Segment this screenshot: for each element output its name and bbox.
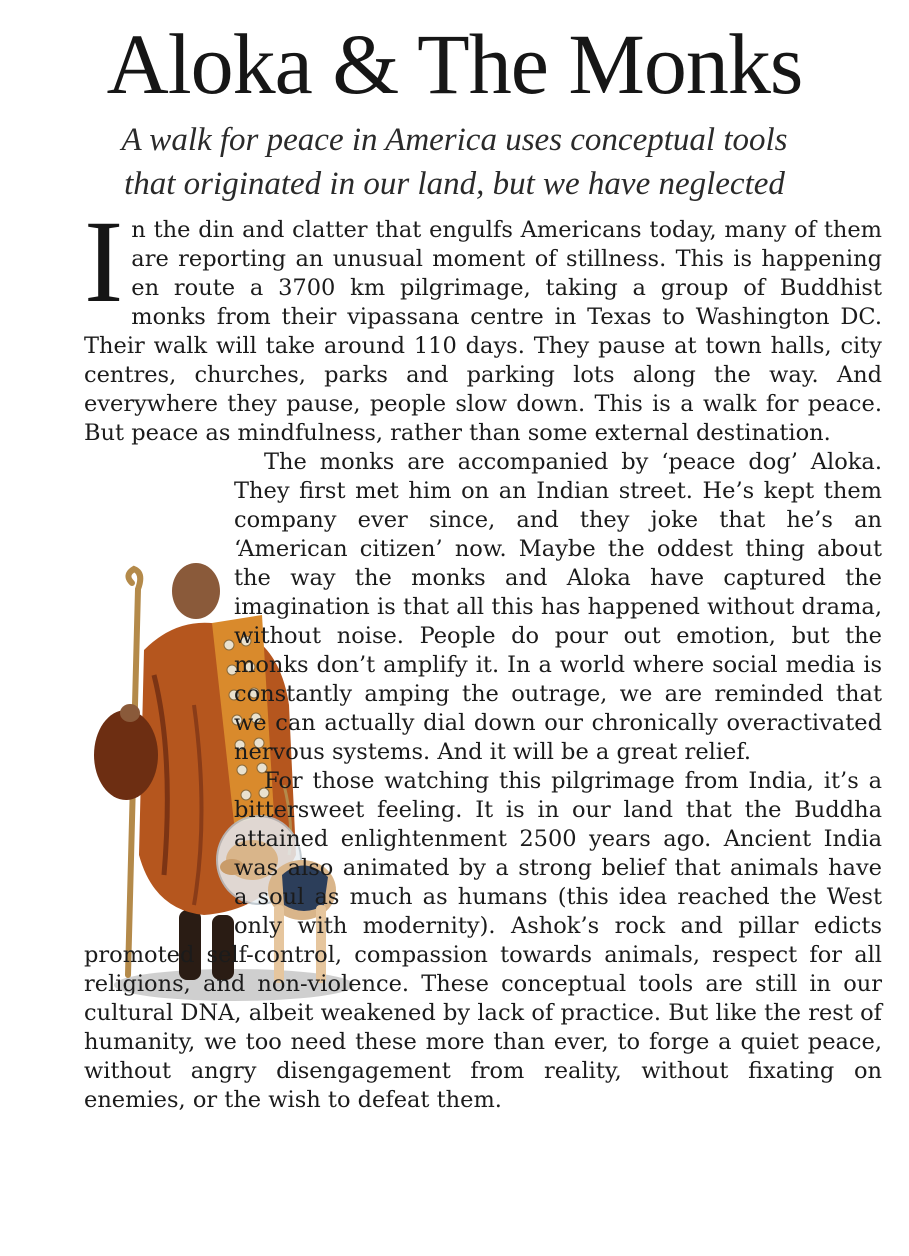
standfirst: [0, 118, 909, 206]
paragraph-1-text: n the din and clatter that engulfs Americans today, many of them are reporting an unusual moment of stillness. This is happening en route a 3700 km pilgrimage, taking a group of Buddhist monks from their vipassana centre in Texas to Washington DC. Their walk will take around 110 days. They pause at town halls, city centres, churches, parks and parking lots along the way. And everywhere they pause, people slow down. This is a walk for peace. But peace as mindfulness, rather than some external destination.: [84, 217, 882, 446]
drop-cap: I: [84, 196, 124, 327]
headline: Aloka & The Monks: [106, 16, 803, 112]
standfirst-line-1: A walk for peace in America uses conceptual tools: [121, 122, 788, 158]
paragraph-2: The monks are accompanied by ‘peace dog’ Aloka. They first met him on an Indian street. He’s kept them company ever since, and they joke that he’s an ‘American citizen’ now. Maybe the oddest thing about the way the monks and Aloka have captured the imagination is that all this has happened without drama, without noise. People do pour out emotion, but the monks don’t amplify it. In a world where social media is constantly amping the outrage, we are reminded that we can actually dial down our chronically overactivated nervous systems. And it will be a great relief.: [234, 449, 882, 765]
standfirst-line-2: that originated in our land, but we have neglected: [124, 166, 785, 202]
article-body: [84, 196, 882, 1256]
paragraph-3: For those watching this pilgrimage from India, it’s a bittersweet feeling. It is in our land that the Buddha attained enlightenment 2500 years ago. Ancient India was also animated by a strong belief that animals have a soul as much as humans (this idea reached the West only with modernity). Ashok’s rock and pillar edicts promoted self-control, compassion towards animals, respect for all religions, and non-violence. These conceptual tools are still in our cultural DNA, albeit weakened by lack of practice. But like the rest of humanity, we too need these more than ever, to forge a quiet peace, without angry disengagement from reality, without fixating on enemies, or the wish to defeat them.: [84, 768, 882, 1113]
paragraph-1: [84, 196, 882, 448]
